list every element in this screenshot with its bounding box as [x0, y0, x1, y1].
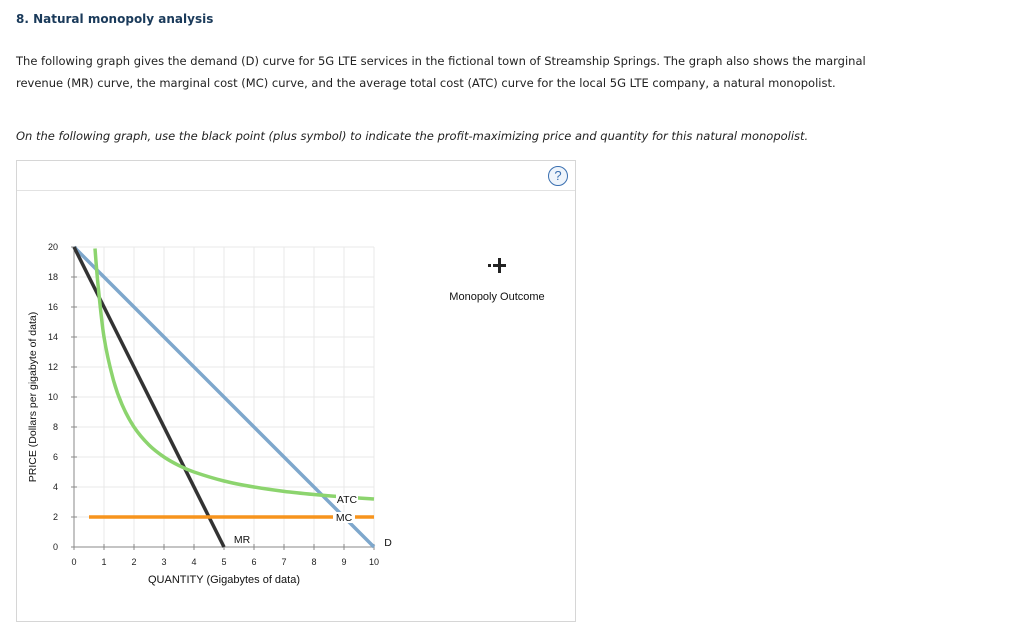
series-label-d: D: [384, 537, 392, 549]
y-tick-label: 0: [52, 542, 58, 552]
y-tick-label: 4: [52, 482, 58, 492]
monopoly-chart[interactable]: [17, 161, 575, 621]
y-tick-label: 20: [47, 242, 58, 252]
page-heading: 8. Natural monopoly analysis: [16, 12, 214, 26]
x-tick-label: 5: [221, 557, 227, 567]
x-tick-label: 4: [191, 557, 197, 567]
legend-label: Monopoly Outcome: [449, 291, 545, 303]
y-tick-label: 6: [52, 452, 58, 462]
x-tick-label: 9: [341, 557, 347, 567]
series-label-mc: MC: [335, 512, 353, 524]
x-axis-title: QUANTITY (Gigabytes of data): [147, 574, 301, 586]
graph-panel: [16, 160, 576, 622]
y-tick-label: 10: [47, 392, 58, 402]
legend: [432, 257, 562, 303]
y-tick-label: 8: [52, 422, 58, 432]
y-tick-label: 12: [47, 362, 58, 372]
y-tick-label: 16: [47, 302, 58, 312]
x-tick-label: 0: [71, 557, 77, 567]
series-label-mr: MR: [233, 534, 251, 546]
x-tick-label: 2: [131, 557, 137, 567]
instruction-text: On the following graph, use the black point (plus symbol) to indicate the profit-maximizing price and quantity for this natural monopolist.: [16, 129, 809, 143]
plus-marker-icon[interactable]: [487, 257, 507, 273]
x-tick-label: 10: [368, 557, 380, 567]
x-tick-label: 6: [251, 557, 257, 567]
x-tick-label: 8: [311, 557, 317, 567]
y-tick-label: 14: [47, 332, 58, 342]
series-label-atc: ATC: [336, 494, 358, 506]
intro-paragraph: The following graph gives the demand (D) curve for 5G LTE services in the fictional town of Streamship Springs. The graph also shows the marginal revenue (MR) curve, the marginal cost (MC) curve, and the average total cost (ATC) curve for the local 5G LTE company, a natural monopolist.: [16, 54, 866, 90]
y-tick-label: 18: [47, 272, 58, 282]
y-tick-label: 2: [52, 512, 58, 522]
x-tick-label: 7: [281, 557, 287, 567]
y-axis-title: PRICE (Dollars per gigabyte of data): [27, 311, 39, 483]
x-tick-label: 1: [101, 557, 107, 567]
x-tick-label: 3: [161, 557, 167, 567]
help-icon[interactable]: ?: [548, 166, 568, 186]
